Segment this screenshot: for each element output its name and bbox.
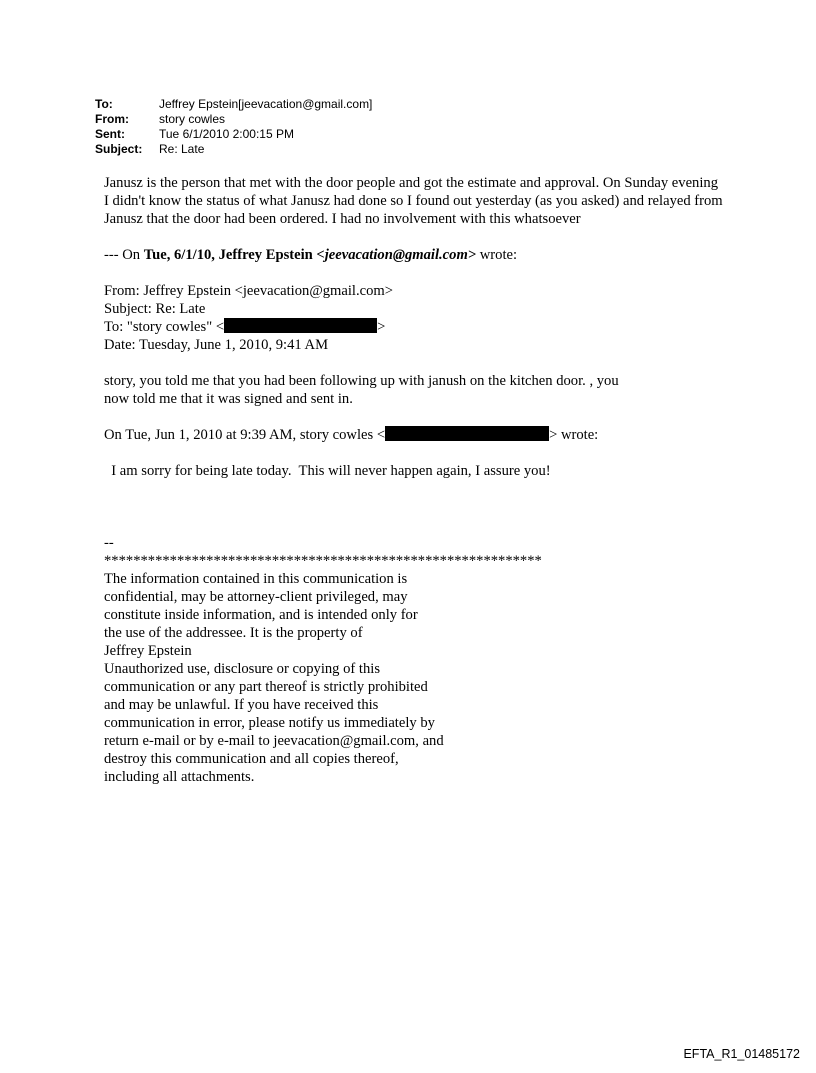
nested-quote-prefix: On Tue, Jun 1, 2010 at 9:39 AM, story cowles < [104,427,386,443]
email-header [95,97,372,157]
quote-prefix: --- On [104,247,144,263]
signature-stars: ************************************************************ [104,553,542,569]
subject-value: Re: Late [159,142,205,156]
sent-label: Sent: [95,127,125,141]
disclaimer-line: confidential, may be attorney-client privileged, may [104,589,408,605]
from-value: story cowles [159,112,226,126]
to-label: To: [95,97,113,111]
header-sent-row [95,127,372,142]
disclaimer-line: communication in error, please notify us immediately by [104,715,435,731]
disclaimer-line: destroy this communication and all copies thereof, [104,751,399,767]
header-subject-row [95,142,372,157]
quoted-body-line2: now told me that it was signed and sent in. [104,391,353,407]
disclaimer-line: Unauthorized use, disclosure or copying of this [104,661,381,677]
disclaimer-line: return e-mail or by e-mail to jeevacation@gmail.com, and [104,733,444,749]
subject-label: Subject: [95,142,143,156]
header-from-row [95,112,372,127]
signature-dashes: -- [104,535,114,551]
redaction-box [224,318,377,333]
to-value: Jeffrey Epstein[jeevacation@gmail.com] [159,97,373,111]
disclaimer-line: constitute inside information, and is intended only for [104,607,418,623]
header-to-row [95,97,372,112]
nested-body: I am sorry for being late today. This will never happen again, I assure you! [104,463,551,479]
disclaimer-line: and may be unlawful. If you have received this [104,697,379,713]
quote-sender: Tue, 6/1/10, Jeffrey Epstein [143,247,317,263]
disclaimer-line: The information contained in this communication is [104,571,408,587]
disclaimer-line: communication or any part thereof is strictly prohibited [104,679,428,695]
quoted-body-line1: story, you told me that you had been following up with janush on the kitchen door. , you [104,373,619,389]
disclaimer-line: including all attachments. [104,769,255,785]
sent-value: Tue 6/1/2010 2:00:15 PM [159,127,294,141]
reply-paragraph: Janusz is the person that met with the door people and got the estimate and approval. On Sunday evening I didn't know the status of what Janusz had done so I found out yesterday (as you asked) and relayed from Janusz that the door had been ordered. I had no involvement with this whatsoever [104,175,723,227]
nested-quote-attribution [104,426,724,444]
quoted-from: From: Jeffrey Epstein <jeevacation@gmail.com> [104,283,393,299]
quote-attribution [104,246,724,264]
quoted-to [104,318,724,336]
nested-quote-suffix: > wrote: [549,427,599,443]
disclaimer [104,570,724,786]
quote-suffix: wrote: [476,247,518,263]
quoted-date: Date: Tuesday, June 1, 2010, 9:41 AM [104,337,329,353]
document-id: EFTA_R1_01485172 [683,1047,800,1061]
quoted-subject: Subject: Re: Late [104,301,206,317]
email-body [104,174,724,786]
quoted-to-prefix: To: "story cowles" < [104,319,225,335]
from-label: From: [95,112,129,126]
quoted-to-suffix: > [377,319,386,335]
quote-sender-email: <jeevacation@gmail.com> [316,247,477,263]
disclaimer-line: the use of the addressee. It is the property of [104,625,363,641]
disclaimer-line: Jeffrey Epstein [104,643,192,659]
redaction-box [385,426,549,441]
